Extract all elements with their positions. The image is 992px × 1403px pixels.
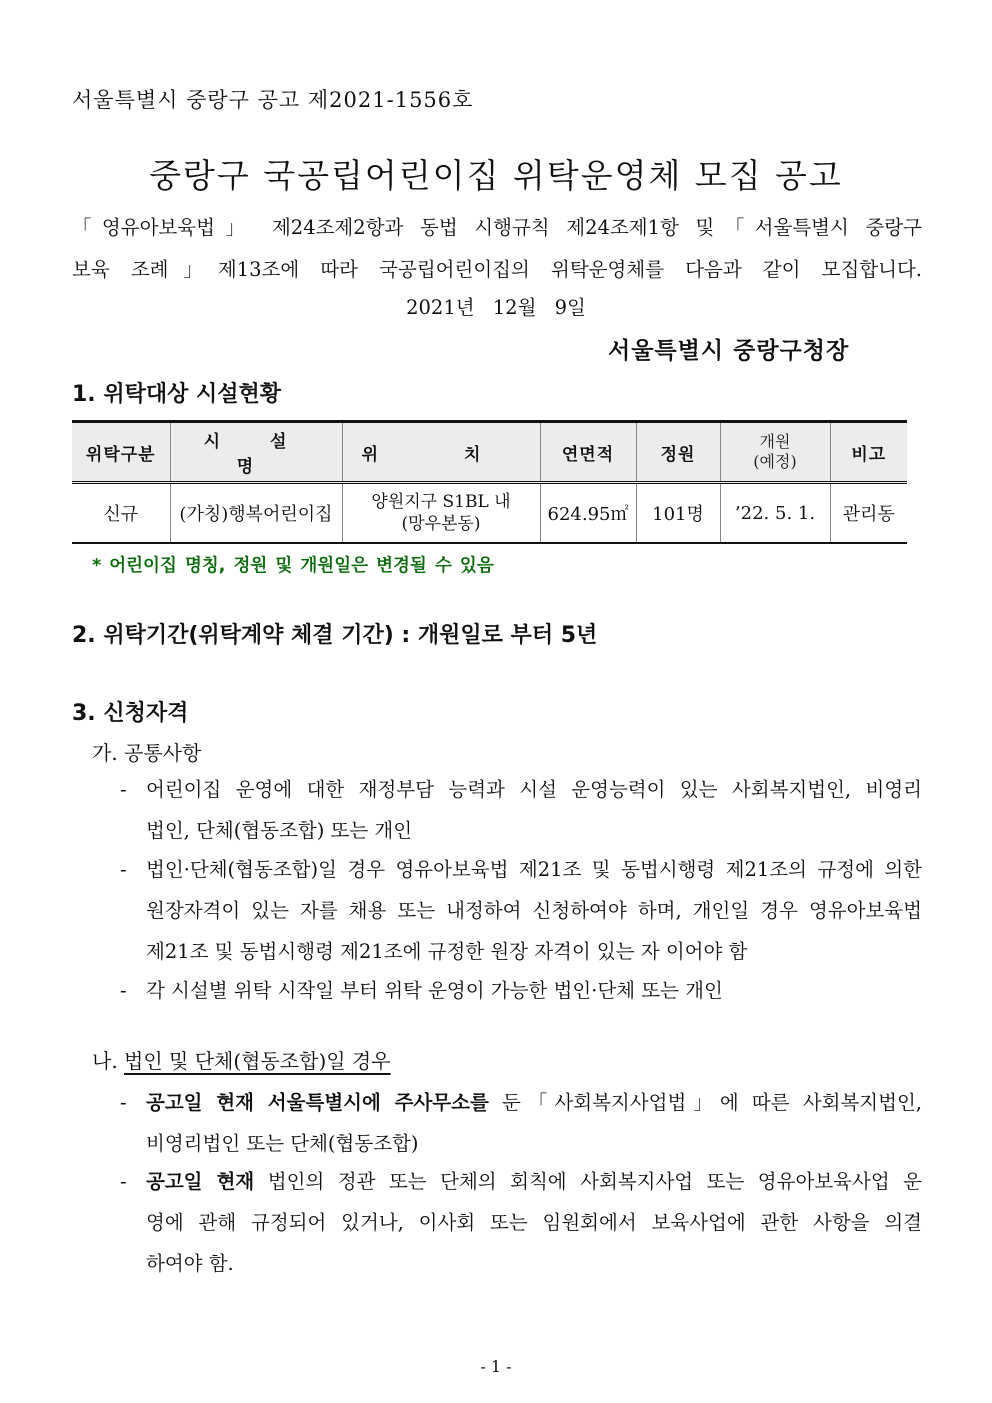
cell-opening: ’22. 5. 1. [720, 483, 830, 544]
emphasis-text: 공고일 현재 [146, 1170, 255, 1193]
document-title: 중랑구 국공립어린이집 위탁운영체 모집 공고 [149, 156, 843, 195]
cell-location-line2: (망우본동) [401, 514, 481, 534]
item-line: 비영리법인 또는 단체(협동조합) [146, 1132, 419, 1155]
cell-location-line1: 양원지구 S1BL 내 [371, 492, 511, 512]
notice-date: 2021년 12월 9일 [406, 296, 586, 319]
header-type: 위탁구분 [72, 422, 170, 483]
cell-area: 624.95㎡ [540, 483, 636, 544]
item-line [146, 1161, 922, 1202]
subsection-b-label [92, 1045, 391, 1074]
header-note: 비고 [830, 422, 907, 483]
item-line: 법인, 단체(협동조합) 또는 개인 [146, 819, 413, 842]
item-line: 영에 관해 규정되어 있거나, 이사회 또는 임원회에서 보육사업에 관한 사항을 의결 [146, 1211, 922, 1234]
bullet-dash: - [120, 979, 127, 1002]
cell-type: 신규 [103, 504, 139, 525]
item-line [146, 1082, 922, 1123]
section-3-heading: 3. 신청자격 [72, 701, 189, 726]
emphasis-text: 공고일 현재 서울특별시에 주사무소를 [146, 1091, 489, 1114]
item-line: 제21조 및 동법시행령 제21조에 규정한 원장 자격이 있는 자 이어야 함 [146, 940, 748, 963]
bullet-dash: - [120, 1170, 127, 1193]
bullet-dash: - [120, 778, 127, 801]
subsection-b-prefix: 나. [92, 1049, 125, 1073]
cell-location [342, 483, 540, 544]
page-number: - 1 - [480, 1357, 512, 1376]
header-name: 시 설 명 [170, 422, 342, 483]
item-line: 어린이집 운영에 대한 재정부담 능력과 시설 운영능력이 있는 사회복지법인, 비영리 [146, 778, 922, 801]
list-item [120, 769, 922, 851]
table-row [72, 483, 907, 544]
table-footnote: * 어린이집 명칭, 정원 및 개원일은 변경될 수 있음 [92, 556, 494, 576]
list-item [120, 1082, 922, 1164]
cell-note: 관리동 [830, 483, 907, 544]
subsection-b-text: 법인 및 단체(협동조합)일 경우 [124, 1049, 391, 1073]
item-text: 법인의 정관 또는 단체의 회칙에 사회복지사업 또는 영유아보육사업 운 [254, 1170, 922, 1193]
section-1-heading: 1. 위탁대상 시설현황 [72, 382, 281, 407]
header-opening-line2: (예정) [753, 452, 797, 471]
header-capacity: 정원 [636, 422, 720, 483]
item-line: 각 시설별 위탁 시작일 부터 위탁 운영이 가능한 법인·단체 또는 개인 [146, 979, 723, 1002]
cell-name: (가칭)행복어린이집 [170, 483, 342, 544]
table-header-row [72, 422, 907, 483]
cell-capacity: 101명 [636, 483, 720, 544]
list-item [120, 970, 922, 1011]
subsection-a-label: 가. 공통사항 [92, 741, 202, 765]
bullet-dash: - [120, 858, 127, 881]
issuer: 서울특별시 중랑구청장 [608, 337, 850, 364]
item-line: 원장자격이 있는 자를 채용 또는 내정하여 신청하여야 하며, 개인일 경우 영유아보육법 [146, 899, 922, 922]
item-text: 둔「사회복지사업법」에 따른 사회복지법인, [488, 1091, 922, 1114]
notice-number: 서울특별시 중랑구 공고 제2021-1556호 [72, 88, 474, 112]
section-2-heading: 2. 위탁기간(위탁계약 체결 기간) : 개원일로 부터 5년 [72, 623, 598, 648]
header-location: 위 치 [342, 422, 540, 483]
header-opening [720, 422, 830, 483]
bullet-dash: - [120, 1091, 127, 1114]
item-line: 법인·단체(협동조합)일 경우 영유아보육법 제21조 및 동법시행령 제21조의 규정에 의한 [146, 858, 922, 881]
list-item [120, 1161, 922, 1284]
intro-line-1: 「영유아보육법」 제24조제2항과 동법 시행규칙 제24조제1항 및「서울특별시 중랑구 [72, 216, 922, 239]
facility-table [72, 420, 907, 544]
list-item [120, 849, 922, 972]
item-line: 하여야 함. [146, 1252, 234, 1275]
intro-line-2: 보육 조례」제13조에 따라 국공립어린이집의 위탁운영체를 다음과 같이 모집합니다. [72, 258, 922, 281]
header-opening-line1: 개원 [759, 432, 791, 451]
header-area: 연면적 [540, 422, 636, 483]
